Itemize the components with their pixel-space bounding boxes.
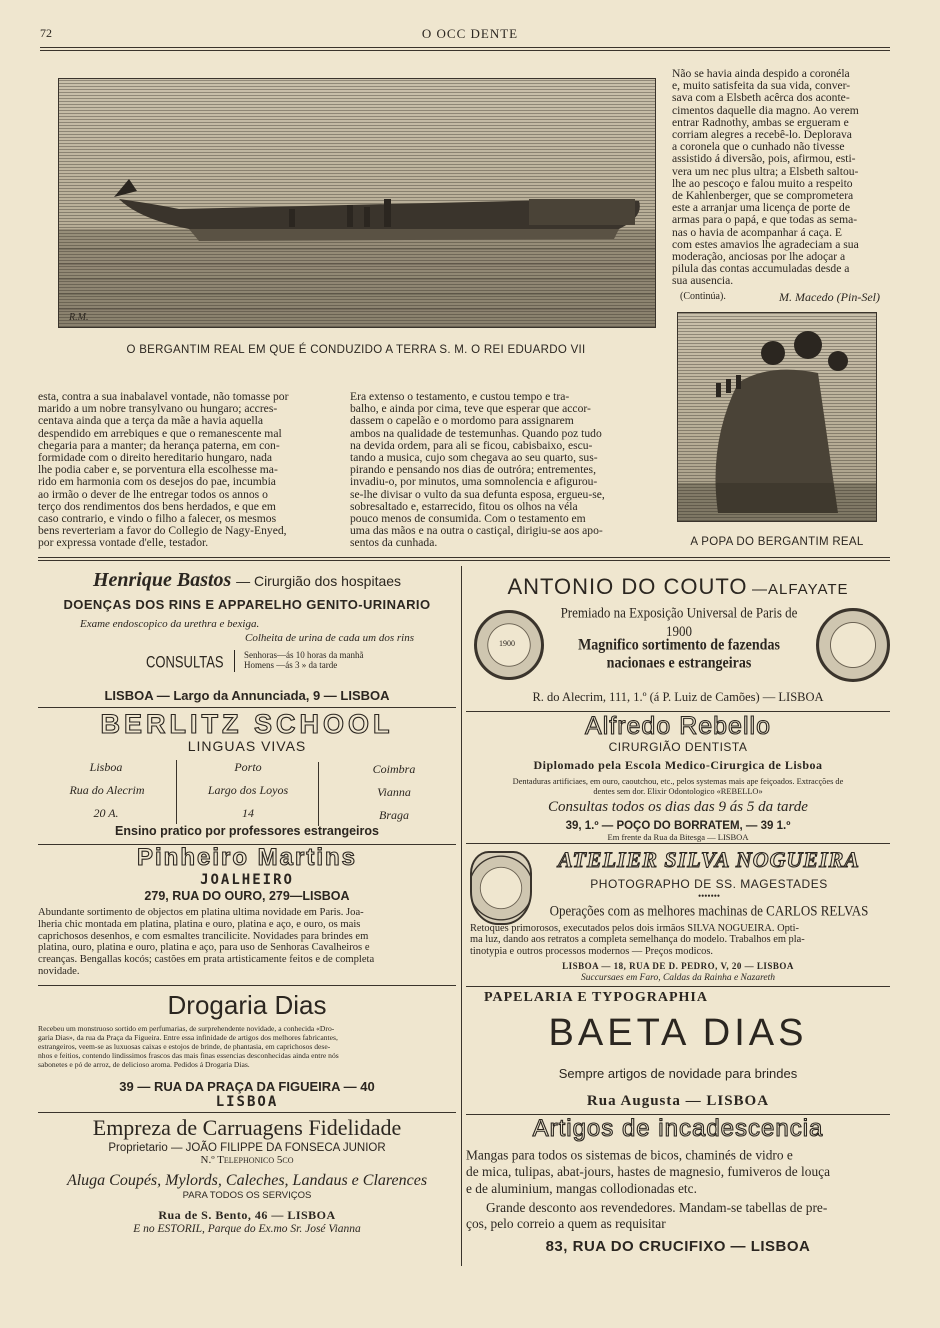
couto-sortimento-1: Magnifico sortimento de fazendas bbox=[578, 636, 780, 655]
page-header-title: O OCC DENTE bbox=[421, 26, 519, 41]
berlitz-divider-1 bbox=[176, 760, 177, 824]
stern-caption: A POPA DO BERGANTIM REAL bbox=[690, 536, 864, 548]
story-line: entrar Radnothy, ambas se ergueram e bbox=[672, 115, 849, 129]
story-line: pilula das contas accumuladas desde a bbox=[672, 262, 850, 276]
atelier-branches: Succursaes em Faro, Caldas da Rainha e Nazareth bbox=[580, 973, 776, 983]
ad-pinheiro bbox=[38, 844, 456, 978]
atelier-royal-crest bbox=[470, 851, 532, 925]
rebello-line2: dentes sem dor. Elixir Odontologico «REBELLO» bbox=[593, 786, 763, 796]
atelier-name: ATELIER SILVA NOGUEIRA bbox=[558, 847, 860, 872]
col2-line: na devida ordem, para ali se ficou, cabisbaixo, escu- bbox=[350, 438, 593, 452]
ad-rule bbox=[38, 985, 456, 986]
baeta-name: BAETA DIAS bbox=[548, 1012, 808, 1054]
story-line: vera um nec plus ultra; a Elsbeth saltou- bbox=[672, 164, 859, 178]
story-line: armas para o papá, e que todas as sema- bbox=[672, 213, 858, 227]
story-line: Não se havia ainda despido a coronéla bbox=[672, 67, 850, 80]
atelier-line: ma luz, dando aos retratos a completa semelhança do modelo. Trabalhos em pla- bbox=[470, 934, 805, 946]
continued-label: (Continúa). bbox=[680, 290, 726, 302]
col1-line: rido em harmonia com os desejos do pae, incumbia bbox=[38, 475, 276, 489]
bastos-consultas: CONSULTAS bbox=[146, 651, 224, 672]
couto-premiado: Premiado na Exposição Universal de Paris de 1900 bbox=[560, 603, 798, 640]
main-caption: O BERGANTIM REAL EM QUE É CONDUZIDO A TERRA S. M. O REI EDUARDO VII bbox=[126, 344, 586, 356]
story-line: corriam alegres a recebê-lo. Deplorava bbox=[672, 128, 852, 142]
rebello-address-sub: Em frente da Rua da Bitesga — LISBOA bbox=[607, 832, 749, 843]
bastos-line1: Exame endoscopico da urethra e bexiga. bbox=[80, 618, 260, 630]
brigantine-engraving bbox=[58, 78, 656, 328]
story-line: lhe ao pescoço e falou muito a respeito bbox=[672, 176, 853, 190]
story-line: moderação, anciosas por lhe adoçar a bbox=[672, 250, 846, 264]
bastos-hours-2: Homens —ás 3 » da tarde bbox=[244, 660, 338, 670]
story-line: e, muito satisfeita da sua vida, conver- bbox=[672, 79, 851, 93]
col2-line: se-lhe divisar o vulto da sua defunta esposa, ergueu-se, bbox=[350, 487, 605, 501]
drogaria-line: garia Dias», da rua da Praça da Figueira. Entre essa infinidade de artigos dos melhores fabricantes, bbox=[38, 1033, 338, 1042]
col1-line: esta, contra a sua inabalavel vontade, não tomasse por bbox=[38, 390, 289, 403]
couto-medal-year: 1900 bbox=[499, 639, 515, 648]
pinheiro-trade: JOALHEIRO bbox=[200, 872, 294, 888]
baeta-address: Rua Augusta — LISBOA bbox=[586, 1093, 770, 1109]
ad-rule bbox=[38, 707, 456, 708]
incandescencia-line: Mangas para todos os sistemas de bicos, chaminés de vidro e bbox=[466, 1146, 793, 1163]
story-line: com estes amavios lhe agradeciam a sua bbox=[672, 237, 859, 251]
col1-line: formidade com o direito hereditario hungaro, nada bbox=[38, 451, 273, 465]
rebello-trade: CIRURGIÃO DENTISTA bbox=[608, 740, 748, 754]
berlitz-footer: Ensino pratico por professores estrangeiros bbox=[115, 824, 379, 838]
berlitz-street-vianna: Vianna bbox=[377, 785, 411, 799]
atelier-line: tinotypia e outros processos modernos — Preços modicos. bbox=[470, 945, 713, 957]
bastos-line2: Colheita de urina de cada um dos rins bbox=[245, 632, 414, 644]
couto-trade: —ALFAYATE bbox=[752, 581, 849, 598]
incandescencia-line2: ços, pelo correio a quem as requisitar bbox=[466, 1215, 666, 1232]
col2-line: dassem o capelão e o mordomo para assignarem bbox=[350, 414, 574, 428]
ad-rebello bbox=[466, 712, 890, 843]
drogaria-line: sabonetes e pó de arroz, de delicioso aroma. Pedidos á Drogaria Dias. bbox=[38, 1060, 250, 1069]
rebello-hours: Consultas todos os dias das 9 ás 5 da tarde bbox=[548, 799, 808, 816]
berlitz-sub: LINGUAS VIVAS bbox=[187, 738, 307, 754]
berlitz-city-lisboa: Lisboa bbox=[89, 760, 123, 774]
rebello-name: Alfredo Rebello bbox=[585, 712, 771, 740]
baeta-top: PAPELARIA E TYPOGRAPHIA bbox=[484, 990, 708, 1005]
ads-top-rule bbox=[38, 557, 890, 558]
story-line: cimentos daquelle dia magno. Ao verem bbox=[672, 103, 859, 117]
berlitz-number-20a: 20 A. bbox=[93, 806, 119, 820]
carruagens-services: Aluga Coupés, Mylords, Caleches, Landaus e Clarences bbox=[66, 1172, 428, 1189]
artist-signature: R.M. bbox=[69, 312, 89, 323]
ad-couto bbox=[466, 566, 890, 710]
pinheiro-line: novidade. bbox=[38, 965, 80, 977]
story-line: nas o havia de acompanhar á caça. E bbox=[672, 225, 842, 239]
ads-column-divider bbox=[461, 566, 462, 1266]
rebello-diploma: Diplomado pela Escola Medico-Cirurgica de Lisboa bbox=[533, 758, 823, 772]
ad-rule bbox=[466, 843, 890, 844]
drogaria-city: LISBOA bbox=[215, 1094, 279, 1110]
ad-bastos bbox=[38, 568, 456, 703]
berlitz-city-coimbra: Coimbra bbox=[372, 762, 416, 776]
incandescencia-line: e de aluminium, mangas collodionadas etc. bbox=[466, 1180, 697, 1197]
carruagens-phone: N.º Telephonico 5co bbox=[200, 1154, 294, 1166]
pinheiro-address: 279, RUA DO OURO, 279—LISBOA bbox=[144, 889, 350, 903]
bastos-hours-1: Senhoras—ás 10 horas da manhã bbox=[244, 650, 364, 660]
col1-line: chegaria para a manter; da herança paterna, em con- bbox=[38, 438, 280, 452]
col2-line: Era extenso o testamento, e custou tempo e tra- bbox=[350, 390, 570, 403]
atelier-line: Retoques primorosos, executados pelos dois irmãos SILVA NOGUEIRA. Opti- bbox=[470, 923, 800, 934]
story-line: assistido á diversão, pois, afirmou, esti- bbox=[672, 152, 856, 166]
pinheiro-line: caprichosos desenhos, e com esmaltes trancilicite. Novidades para brindes em bbox=[38, 930, 369, 942]
pinheiro-line: lheria chic montada em platina, platina e ouro, platina e aço, e ouro, os mais bbox=[38, 918, 361, 930]
incandescencia-line: de mica, tulipas, abat-jours, hastes de magnesio, fumiveros de louça bbox=[466, 1163, 831, 1180]
bastos-specialty: DOENÇAS DOS RINS E APPARELHO GENITO-URINARIO bbox=[63, 597, 431, 612]
col2-line: sobresaltado e, estarrecido, fitou os olhos na véla bbox=[350, 499, 578, 513]
page-number: 72 bbox=[40, 26, 52, 40]
incandescencia-line2: Grande desconto aos revendedores. Mandam-se tabellas de pre- bbox=[486, 1199, 828, 1216]
carruagens-name: Empreza de Carruagens Fidelidade bbox=[92, 1115, 402, 1140]
carruagens-services-sub: PARA TODOS OS SERVIÇOS bbox=[182, 1190, 312, 1201]
col2-line: pouco menos de consumida. Com o testamento em bbox=[350, 512, 586, 526]
col1-line: ao irmão o dever de lhe entregar todos os annos o bbox=[38, 487, 268, 501]
drogaria-name: Drogaria Dias bbox=[167, 990, 327, 1020]
drogaria-line: Recebeu um monstruoso sortido em perfumarias, de surprehendente novidade, a conhecida «Dro- bbox=[38, 1024, 335, 1033]
couto-name: ANTONIO DO COUTO bbox=[507, 574, 748, 599]
rebello-address: 39, 1.º — POÇO DO BORRATEM, — 39 1.º bbox=[565, 820, 791, 833]
ad-rule bbox=[466, 986, 890, 987]
ad-carruagens bbox=[38, 1114, 456, 1235]
col2-line: tando a musica, cujo som chegava ao seu quarto, sus- bbox=[350, 451, 598, 465]
col1-line: terço dos rendimentos dos bens herdados, e que em bbox=[38, 499, 276, 513]
drogaria-line: nhos e feitios, contendo lindissimos frascos das mais finas essencias desconhecidas ainda entre nós bbox=[38, 1051, 339, 1060]
col1-line: bens reverteriam a favor do Collegio de Nagy-Enyed, bbox=[38, 524, 287, 538]
col2-line: balho, e ainda por cima, teve que esperar que accor- bbox=[350, 402, 591, 416]
col2-line: uma das mãos e na outra o castiçal, dirigiu-se aos apo- bbox=[350, 524, 603, 538]
ad-drogaria bbox=[38, 988, 456, 1110]
col1-line: despendido em arrebiques e que o remanescente mal bbox=[38, 426, 282, 440]
story-line: sua ausencia. bbox=[672, 274, 734, 288]
bastos-address: LISBOA — Largo da Annunciada, 9 — LISBOA bbox=[104, 688, 390, 703]
bastos-brace bbox=[234, 650, 237, 672]
header-rule-2 bbox=[40, 50, 890, 51]
story-line: a coronela que o cunhado não tivesse bbox=[672, 140, 845, 154]
story-line: de Kahlenberger, que se comprometera bbox=[672, 189, 854, 203]
baeta-tag: Sempre artigos de novidade para brindes bbox=[558, 1066, 798, 1081]
col1-line: lhe podia caber e, se porventura ella escolhesse ma- bbox=[38, 463, 278, 477]
atelier-address: LISBOA — 18, RUA DE D. PEDRO, V, 20 — LISBOA bbox=[562, 961, 794, 971]
bastos-role: — Cirurgião dos hospitaes bbox=[236, 573, 402, 589]
carruagens-address: Rua de S. Bento, 46 — LISBOA bbox=[158, 1208, 336, 1222]
col2-line: invadiu-o, por minutos, uma somnolencia e afigurou- bbox=[350, 475, 598, 489]
atelier-sub: PHOTOGRAPHO DE SS. MAGESTADES bbox=[590, 877, 828, 891]
story-line: sava com a Elsbeth acêrca dos aconte- bbox=[672, 91, 850, 105]
atelier-ornament: ••••••• bbox=[697, 891, 721, 901]
berlitz-city-braga: Braga bbox=[379, 808, 409, 822]
couto-medal-right bbox=[816, 608, 890, 682]
ad-incandescencia bbox=[466, 1114, 890, 1255]
pinheiro-line: platina, ouro, platina e ouro, platina e aço, para uso de Senhoras Cavalheiros e bbox=[38, 942, 370, 954]
drogaria-line: estrangeiros, veem-se as luxuosas caixas e estojos de brinde, de phantasia, em caprichosos dese- bbox=[38, 1042, 331, 1051]
stern-illustration bbox=[678, 313, 876, 521]
ad-atelier bbox=[466, 845, 890, 985]
berlitz-number-14: 14 bbox=[242, 806, 254, 820]
header-rule bbox=[40, 47, 890, 48]
pinheiro-line: creanças. Bengallas kocós; castões em prata artisticamente feitos e de completa bbox=[38, 954, 375, 966]
pinheiro-name: Pinheiro Martins bbox=[136, 844, 358, 871]
ad-baeta bbox=[466, 990, 890, 1110]
col2-line: pirando e pensando nos dias de outróra; entrementes, bbox=[350, 463, 596, 477]
drogaria-address: 39 — RUA DA PRAÇA DA FIGUEIRA — 40 bbox=[119, 1079, 375, 1094]
berlitz-name: BERLITZ SCHOOL bbox=[100, 709, 394, 739]
story-column-1 bbox=[38, 391, 332, 550]
couto-sortimento-2: nacionaes e estrangeiras bbox=[606, 654, 752, 673]
incandescencia-address: 83, RUA DO CRUCIFIXO — LISBOA bbox=[545, 1238, 811, 1255]
col1-line: caso contrario, e vindo o filho a falecer, os mesmos bbox=[38, 512, 277, 526]
berlitz-divider-2 bbox=[318, 762, 319, 826]
col2-line: ambos na qualidade de testemunhas. Quando poz tudo bbox=[350, 426, 602, 440]
atelier-ops: Operações com as melhores machinas de CARLOS RELVAS bbox=[549, 901, 869, 920]
ad-rule bbox=[38, 1112, 456, 1113]
couto-address: R. do Alecrim, 111, 1.º (á P. Luiz de Camões) — LISBOA bbox=[532, 690, 824, 704]
stern-engraving bbox=[677, 312, 877, 522]
carruagens-branch: E no ESTORIL, Parque do Ex.mo Sr. José Vianna bbox=[133, 1223, 361, 1235]
col1-line: por expressa vontade d'elle, testador. bbox=[38, 536, 209, 550]
col2-line: sentos da cunhada. bbox=[350, 536, 438, 550]
bastos-name: Henrique Bastos bbox=[92, 569, 232, 591]
story-line: este a arranjar uma licença de porte de bbox=[672, 201, 850, 215]
carruagens-owner: Proprietario — JOÃO FILIPPE DA FONSECA JUNIOR bbox=[108, 1142, 386, 1154]
berlitz-city-porto: Porto bbox=[234, 760, 262, 774]
berlitz-street-loyos: Largo dos Loyos bbox=[207, 783, 289, 797]
story-top-right bbox=[672, 68, 888, 307]
berlitz-street-alecrim: Rua do Alecrim bbox=[69, 783, 145, 797]
incandescencia-title: Artigos de incadescencia bbox=[532, 1115, 824, 1142]
col1-line: centava ainda que a terça da mãe a havia aquella bbox=[38, 414, 263, 428]
brigantine-illustration bbox=[59, 79, 655, 327]
ads-top-rule-2 bbox=[38, 560, 890, 561]
story-author: M. Macedo (Pin-Sel) bbox=[779, 289, 880, 304]
col1-line: marido a um nobre transylvano ou hungaro; accres- bbox=[38, 402, 278, 416]
rebello-line1: Dentaduras artificiaes, em ouro, caoutchou, etc., pelos systemas mais ape feiçoados. Extracções de bbox=[512, 777, 844, 786]
ad-berlitz bbox=[38, 710, 456, 846]
story-column-2 bbox=[350, 391, 644, 550]
pinheiro-line: Abundante sortimento de objectos em platina ultima novidade em Paris. Joa- bbox=[38, 907, 364, 918]
